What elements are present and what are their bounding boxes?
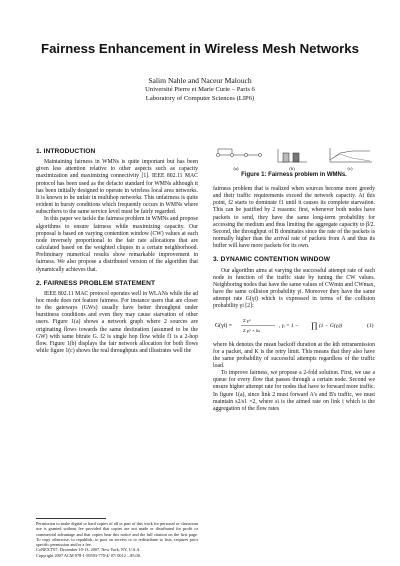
figure-label-c: (c) [347,166,353,171]
svg-text:∏: ∏ [311,320,318,330]
left-column [36,148,198,355]
problem-paragraph-1: IEEE 802.11 MAC protocol operates well in WLANs while the ad hoc mode does not feature fairness. For instance users that are closer to the gateways (GWs) usually have better throughput under burstiness conditions and even they may cause starvation of other users. Figure 1(a) shows a network graph where 2 sources are originating flows towards the same destination (assumed to be the GW) with same bitrate G. f2 is single hop flow while f1 is a 2-hop flow. Figure 1(b) displays the fair network allocation for both flows while figure 1(c) shows the real throughputs and illustrates well the [36,290,198,355]
figure-label-b: (b) [289,166,295,171]
permission-footnote [36,518,198,558]
section-heading-problem: 2. FAIRNESS PROBLEM STATEMENT [36,279,156,287]
problem-paragraph-continued: fairness problem that is realized when sources become more greedy and their traffic requirements exceed the network capacity. At this point, f2 starts to dominate f1 until it causes its complete starvation. This can be justified by 2 reasons: first, whenever both nodes have packets to send, they have the same long-term probability for accessing the medium and thus limiting the aggregate capacity to β/2. Second, the throughput of B dominates since the rate of the packets is normally higher than the arrival rate of packets from A and thus its buffer will have more packets for its own. [213,186,375,250]
contention-paragraph-3: To improve fairness, we propose a 2-fold solution. First, we use a queue for every flow that passes through a certain node. Second we ensure higher attempt rate for nodes that have to forward more traffic. In figure 1(a), since link 2 must forward A's and B's traffic, we must maintain s2/s1 =2, where si is the aimed rate on link i which is the aggregation of the flow rates [213,370,375,412]
conference-line: CoNEXT'07, December 10-13, 2007, New York, NY, U.S.A. [36,547,141,553]
intro-paragraph-2: In this paper we tackle the fairness problem in WMNs and propose algorithms to ensure fairness while maximizing capacity. Our proposal is based on varying contention window (CW) values at each node inversely proportional to the fair rate allocations that are calculated based on the weighted cliques in a certain neighborhood. Preliminary numerical results show remarkable improvement in fairness. We also propose a distributed version of the algorithm that dynamically achieves that. [36,216,198,273]
equation-lhs: G(γi) = [215,322,232,329]
affiliation-university: Université Pierre et Marie Curie – Paris 6 [145,86,255,93]
footnote-rule [36,518,106,519]
figure-1-caption: Figure 1: Fairness problem in WMNs. [241,172,347,178]
right-column [213,186,375,413]
author-names: Salim Nahle and Naceur Malouch [148,76,252,85]
svg-text:(1 − G(γⱼ)): (1 − G(γⱼ)) [319,322,343,329]
equation-number: (1) [367,322,374,329]
svg-text:Σ γᵢᵏ: Σ γᵢᵏ [243,317,251,323]
section-heading-contention: 3. DYNAMIC CONTENTION WINDOW [213,256,331,264]
author-block [0,76,400,103]
paper-title: Fairness Enhancement in Wireless Mesh Networks [41,41,359,56]
svg-text:, γᵢ = 1 −: , γᵢ = 1 − [279,322,299,329]
copyright-line: Copyright 2007 ACM 978-1-59593-770-4/ 07/ 0012 ...$5.00. [36,552,141,558]
figure-label-a: (a) [233,166,239,171]
svg-text:Σ γᵢᵏ × bₖ: Σ γᵢᵏ × bₖ [243,327,261,333]
intro-paragraph-1: Maintaining fairness in WMNs is quite important but has been given less attention relative to other aspects such as capacity maximization and maximizing connectivity [1]. IEEE 802.11 MAC protocol has been used as the defacto standard for WMNs although it has been initially designed to operate in wireless local area networks. It is known to be unfair in multihop networks. This unfairness is quite evident in bursty conditions which frequently occurs in WMNs where subscribers to the same service level must be fairly regarded. [36,159,198,216]
permission-text: Permission to make digital or hard copies of all or part of this work for personal or classroom use is granted without fee provided that copies are not made or distributed for profit or commercial advantage and that copies bear this notice and the full citation on the first page. To copy otherwise, to republish, to post on servers or to redistribute to lists, requires prior specific permission and/or a fee. [36,521,198,548]
affiliation-lab: Laboratory of Computer Sciences (LIP6) [145,94,255,102]
contention-paragraph-1: Our algorithm aims at varying the successful attempt rate of each node in function of the traffic state by tuning the CW values. Neighboring nodes that have the same values of CWmin and CWmax, have the same collision probability γi. Moreover they have the same attempt rate G(γi) which is expressed in terms of the collision probability γi [2]: [213,267,375,310]
figure-1-diagram [212,145,377,185]
equation-1 [213,314,375,338]
contention-paragraph-2: where bk denotes the mean backoff duration at the kth retransmission for a packet, and K is the retry limit. This means that they also have the same probability of successful attempts regardless of the traffic load. [213,341,375,369]
section-heading-introduction: 1. INTRODUCTION [36,148,96,155]
equation-1-graphic [213,314,375,338]
